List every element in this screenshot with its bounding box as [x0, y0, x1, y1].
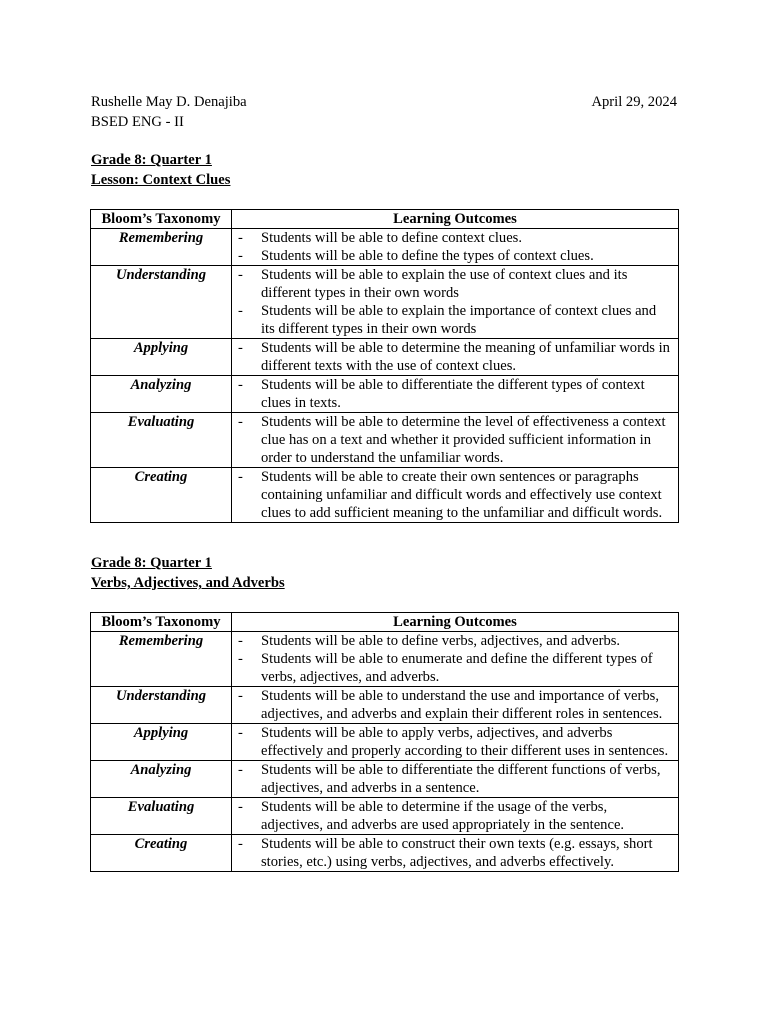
list-item	[232, 266, 678, 302]
outcome-text: Students will be able to differentiate the different types of context clues in texts.	[261, 377, 645, 411]
column-header-outcomes: Learning Outcomes	[232, 613, 679, 632]
section-1-heading	[91, 151, 677, 191]
outcome-text: Students will be able to apply verbs, adjectives, and adverbs effectively and properly according to their different uses in sentences.	[261, 725, 669, 759]
list-item	[232, 229, 678, 247]
dash-bullet: -	[238, 377, 243, 393]
document-header	[91, 93, 677, 133]
dash-bullet: -	[238, 303, 243, 319]
table-row	[91, 798, 679, 835]
outcome-list	[232, 468, 678, 522]
taxonomy-level: Applying	[91, 339, 232, 376]
taxonomy-level: Creating	[91, 468, 232, 523]
outcome-text: Students will be able to explain the importance of context clues and its different types in their own words	[261, 303, 657, 337]
section-1-grade: Grade 8: Quarter 1	[91, 152, 212, 168]
outcome-text: Students will be able to enumerate and define the different types of verbs, adjectives, and adverbs.	[261, 651, 653, 685]
taxonomy-level: Understanding	[91, 687, 232, 724]
list-item	[232, 761, 678, 797]
dash-bullet: -	[238, 340, 243, 356]
table-row	[91, 468, 679, 523]
section-2-grade: Grade 8: Quarter 1	[91, 555, 212, 571]
taxonomy-level: Analyzing	[91, 376, 232, 413]
table-row	[91, 413, 679, 468]
outcome-list	[232, 413, 678, 467]
outcome-list	[232, 229, 678, 265]
outcomes-cell	[232, 266, 679, 339]
course-label: BSED ENG - II	[91, 114, 184, 130]
list-item	[232, 376, 678, 412]
dash-bullet: -	[238, 688, 243, 704]
outcome-text: Students will be able to define verbs, adjectives, and adverbs.	[261, 633, 621, 649]
table-row	[91, 687, 679, 724]
table-row	[91, 632, 679, 687]
dash-bullet: -	[238, 248, 243, 264]
list-item	[232, 247, 678, 265]
taxonomy-level: Creating	[91, 835, 232, 872]
table-row	[91, 724, 679, 761]
section-2-lesson: Verbs, Adjectives, and Adverbs	[91, 575, 285, 591]
list-item	[232, 632, 678, 650]
table-row	[91, 376, 679, 413]
outcome-list	[232, 266, 678, 338]
column-header-taxonomy: Bloom’s Taxonomy	[91, 613, 232, 632]
outcomes-cell	[232, 229, 679, 266]
table-row	[91, 761, 679, 798]
outcomes-cell	[232, 632, 679, 687]
list-item	[232, 468, 678, 522]
outcome-list	[232, 339, 678, 375]
dash-bullet: -	[238, 633, 243, 649]
outcome-text: Students will be able to understand the use and importance of verbs, adjectives, and adverbs and explain their different roles in sentences.	[261, 688, 663, 722]
outcomes-cell	[232, 687, 679, 724]
outcome-list	[232, 835, 678, 871]
header-row	[91, 93, 677, 111]
outcome-text: Students will be able to determine if the usage of the verbs, adjectives, and adverbs are used appropriately in the sentence.	[261, 799, 625, 833]
list-item	[232, 687, 678, 723]
taxonomy-level: Remembering	[91, 632, 232, 687]
list-item	[232, 724, 678, 760]
dash-bullet: -	[238, 762, 243, 778]
table-row	[91, 229, 679, 266]
dash-bullet: -	[238, 469, 243, 485]
outcome-list	[232, 724, 678, 760]
outcome-text: Students will be able to differentiate the different functions of verbs, adjectives, and adverbs in a sentence.	[261, 762, 661, 796]
outcome-text: Students will be able to create their own sentences or paragraphs containing unfamiliar and difficult words and effectively use context clues to add sufficient meaning to the unfamiliar and difficult words.	[261, 469, 663, 521]
dash-bullet: -	[238, 414, 243, 430]
dash-bullet: -	[238, 230, 243, 246]
outcomes-cell	[232, 761, 679, 798]
outcome-list	[232, 376, 678, 412]
taxonomy-level: Remembering	[91, 229, 232, 266]
section-1-table	[90, 209, 679, 523]
outcomes-cell	[232, 339, 679, 376]
outcome-text: Students will be able to determine the level of effectiveness a context clue has on a text and whether it provided sufficient information in order to understand the unfamiliar words.	[261, 414, 666, 466]
table-body	[91, 229, 679, 523]
list-item	[232, 339, 678, 375]
outcome-list	[232, 632, 678, 686]
document-date: April 29, 2024	[591, 94, 677, 110]
taxonomy-level: Evaluating	[91, 413, 232, 468]
taxonomy-level: Understanding	[91, 266, 232, 339]
list-item	[232, 650, 678, 686]
outcome-text: Students will be able to define the types of context clues.	[261, 248, 594, 264]
table-row	[91, 266, 679, 339]
outcomes-cell	[232, 798, 679, 835]
table-header-row	[91, 613, 679, 632]
taxonomy-level: Evaluating	[91, 798, 232, 835]
outcome-list	[232, 761, 678, 797]
table-row	[91, 339, 679, 376]
taxonomy-level: Analyzing	[91, 761, 232, 798]
table-row	[91, 835, 679, 872]
column-header-taxonomy: Bloom’s Taxonomy	[91, 210, 232, 229]
outcomes-cell	[232, 376, 679, 413]
list-item	[232, 798, 678, 834]
dash-bullet: -	[238, 651, 243, 667]
outcome-text: Students will be able to construct their own texts (e.g. essays, short stories, etc.) using verbs, adjectives, and adverbs effectively.	[261, 836, 653, 870]
outcome-list	[232, 687, 678, 723]
dash-bullet: -	[238, 799, 243, 815]
section-2-heading	[91, 554, 677, 594]
author-name: Rushelle May D. Denajiba	[91, 94, 247, 110]
outcome-text: Students will be able to define context clues.	[261, 230, 522, 246]
list-item	[232, 302, 678, 338]
section-1-lesson: Lesson: Context Clues	[91, 172, 231, 188]
outcomes-cell	[232, 835, 679, 872]
column-header-outcomes: Learning Outcomes	[232, 210, 679, 229]
outcomes-cell	[232, 468, 679, 523]
outcome-list	[232, 798, 678, 834]
table-body	[91, 632, 679, 872]
dash-bullet: -	[238, 725, 243, 741]
taxonomy-level: Applying	[91, 724, 232, 761]
dash-bullet: -	[238, 267, 243, 283]
outcomes-cell	[232, 413, 679, 468]
dash-bullet: -	[238, 836, 243, 852]
section-2-table	[90, 612, 679, 872]
outcome-text: Students will be able to explain the use of context clues and its different types in their own words	[261, 267, 628, 301]
table-header-row	[91, 210, 679, 229]
header-row-course	[91, 113, 677, 131]
outcomes-cell	[232, 724, 679, 761]
list-item	[232, 413, 678, 467]
outcome-text: Students will be able to determine the meaning of unfamiliar words in different texts with the use of context clues.	[261, 340, 670, 374]
list-item	[232, 835, 678, 871]
